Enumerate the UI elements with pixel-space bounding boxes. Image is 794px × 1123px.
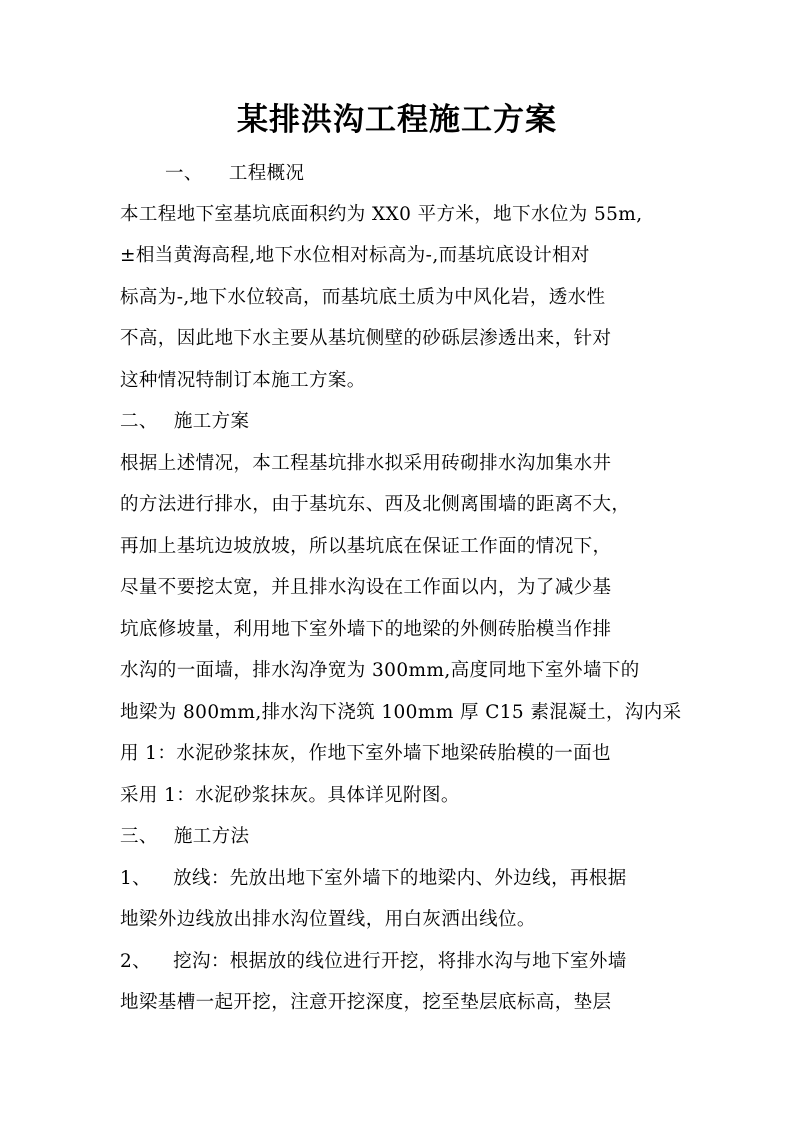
section-2-line-7: 地梁为 800mm,排水沟下浇筑 100mm 厚 C15 素混凝土，沟内采 — [120, 702, 682, 723]
section-2-line-8: 用 1：水泥砂浆抹灰，作地下室外墙下地梁砖胎模的一面也 — [120, 743, 611, 764]
section-1-line-3: 标高为-,地下水位较高，而基坑底土质为中风化岩，透水性 — [120, 287, 606, 308]
section-1-line-2: ±相当黄海高程,地下水位相对标高为-,而基坑底设计相对 — [120, 245, 590, 266]
section-1-heading — [165, 161, 304, 187]
section-1-number: 一、 — [165, 163, 203, 184]
section-2-heading — [120, 409, 249, 435]
section-1-line-4: 不高，因此地下水主要从基坑侧壁的砂砾层渗透出来，针对 — [120, 328, 612, 349]
section-2-line-3: 再加上基坑边坡放坡，所以基坑底在保证工作面的情况下， — [120, 536, 612, 557]
section-2-line-9: 采用 1：水泥砂浆抹灰。具体详见附图。 — [120, 785, 460, 806]
step-2-line-1 — [120, 949, 627, 975]
section-3-heading — [120, 824, 249, 850]
step-1-line-2: 地梁外边线放出排水沟位置线，用白灰洒出线位。 — [120, 909, 536, 930]
section-1-line-1: 本工程地下室基坑底面积约为 XX0 平方米，地下水位为 55m, — [120, 204, 643, 225]
step-2-line-2: 地梁基槽一起开挖，注意开挖深度，挖至垫层底标高，垫层 — [120, 992, 612, 1013]
section-2-line-6: 水沟的一面墙，排水沟净宽为 300mm,高度同地下室外墙下的 — [120, 660, 640, 681]
document-title: 某排洪沟工程施工方案 — [237, 102, 557, 138]
section-3-number: 三、 — [120, 826, 158, 847]
section-2-line-2: 的方法进行排水，由于基坑东、西及北侧离围墙的距离不大， — [120, 494, 631, 515]
section-2-line-4: 尽量不要挖太宽，并且排水沟设在工作面以内，为了减少基 — [120, 577, 612, 598]
step-1-text: 放线：先放出地下室外墙下的地梁内、外边线，再根据 — [173, 868, 627, 889]
step-1-number: 1、 — [120, 868, 152, 889]
section-2-title: 施工方案 — [173, 411, 250, 432]
section-2-line-1: 根据上述情况，本工程基坑排水拟采用砖砌排水沟加集水井 — [120, 453, 612, 474]
section-2-number: 二、 — [120, 411, 158, 432]
step-2-number: 2、 — [120, 951, 152, 972]
step-2-text: 挖沟：根据放的线位进行开挖，将排水沟与地下室外墙 — [173, 951, 627, 972]
step-1-line-1 — [120, 866, 627, 892]
section-1-title: 工程概况 — [228, 163, 305, 184]
section-3-title: 施工方法 — [173, 826, 250, 847]
section-1-line-5: 这种情况特制订本施工方案。 — [120, 370, 366, 391]
section-2-line-5: 坑底修坡量，利用地下室外墙下的地梁的外侧砖胎模当作排 — [120, 619, 612, 640]
